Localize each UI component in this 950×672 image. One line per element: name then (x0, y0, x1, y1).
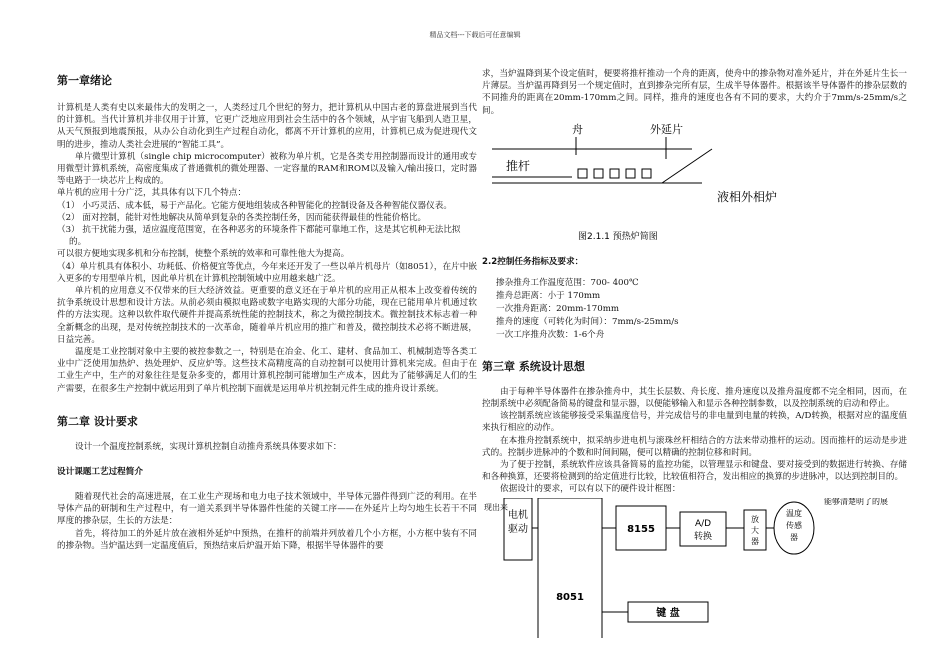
spec-item: 一次推舟距离：20mm-170mm (496, 303, 619, 314)
boat-label: 舟 (572, 122, 583, 136)
paragraph: 单片机的应用十分广泛，其具体有以下几个特点： (57, 188, 247, 199)
figure-caption: 图2.1.1 预热炉简图 (578, 231, 658, 242)
paragraph: 计算机是人类有史以来最伟大的发明之一，人类经过几个世纪的努力，把计算机从中国古老的算盘进展到当代的计算机。当代计算机并非仅用于计算，它更广泛地应用到社会生活中的各个领域，从宇宙飞船到人造卫星，从天气预报到地震预报，从办公自动化到生产过程自动化，都离不开计算机的应用，计算机已成为促进现代文明的进步，推动人类社会进展的“智能工具”。 (57, 103, 477, 150)
sensor-label-1: 温度 (786, 508, 802, 518)
chapter-2-title: 第二章 设计要求 (57, 414, 138, 428)
right-column (482, 60, 907, 638)
spec-item: 推舟的速度（可转化为时间）：7mm/s-25mm/s (496, 316, 679, 327)
amp-label-1: 放 (751, 514, 759, 524)
paragraph: 首先，将待加工的外延片放在液相外延炉中预热，在推杆的前端并列放着几个小方框，小方框中装有不同的掺杂物。当炉温达到一定温度值后，预热结束后炉温开始下降，根据半导体器件的要 (57, 528, 477, 551)
note-right: 能够清楚明了的展 (824, 497, 888, 506)
boat-box (610, 169, 619, 178)
mcu-label: 8051 (556, 591, 584, 603)
chapter-3-title: 第三章 系统设计思想 (482, 359, 585, 373)
paragraph: 温度是工业控制对象中主要的被控参数之一，特别是在冶金、化工、建材、食品加工、机械制造等各类工业中广泛使用加热炉、热处理炉、反应炉等。这些技术高精度高的自动控制可以使用计算机来完成。但由于在工业生产中，生产的对象往往是复杂多变的，都用计算机控制可能增加生产成本，因此为了能够满足人们的生产需要，在很多生产控制中就运用到了单片机控制下面就是运用单片机控制元件生成的推舟设计系统。 (57, 347, 477, 394)
sensor-label-2: 传感 (786, 520, 802, 530)
hardware-block-diagram (482, 498, 907, 638)
left-column (57, 60, 477, 552)
amp-label-3: 器 (751, 536, 759, 546)
spec-item: 推舟总距离：小于 170mm (496, 290, 601, 301)
paragraph: 单片微型计算机（single chip microcomputer）被称为单片机，它是各类专用控制器而设计的通用或专用微型计算机系统，高密度集成了普通微机的微处理器、一定容量的RAM和ROM以及输入/输出接口，定时器等电路于一块芯片上构成的。 (57, 151, 477, 187)
wafer-slope (662, 149, 712, 183)
paragraph: 随着现代社会的高速进展，在工业生产现场和电力电子技术领域中，半导体元器件得到广泛的利用。在半导体产品的研制和生产过程中，有一道关系到半导体器件性能的关键工序——在外延片上均匀地生长若干不同厚度的掺杂层，生长的方法是： (57, 492, 477, 527)
boat-box (642, 169, 651, 178)
spec-list (482, 277, 907, 342)
furnace-label: 液相外相炉 (717, 189, 778, 204)
boat-box (578, 169, 587, 178)
chip-8155-label: 8155 (627, 523, 655, 535)
amp-label-2: 大 (751, 525, 759, 535)
section-2-2-title: 2.2控制任务指标及要求： (482, 256, 584, 267)
list-item: （2） 面对控制，能针对性地解决从简单到复杂的各类控制任务，因而能获得最佳的性能价格比。 (57, 212, 427, 223)
paragraph: 单片机的应用意义不仅带来的巨大经济效益。更重要的意义还在于单片机的应用正从根本上改变着传统的抗争系统设计思想和设计方法。从前必须由模拟电路或数字电路实现的大部分功能，现在已能用单片机通过软件的方法实现。这种以软件取代硬件并提高系统性能的控制技术，称之为微控制技术。微控制技术标志着一种全新概念的出现，是对传统控制技术的一次革命，随着单片机应用的推广和普及，微控制技术必将不断进展，日益完善。 (57, 286, 477, 345)
chapter-1-title: 第一章绪论 (57, 74, 112, 87)
wafer-label: 外延片 (650, 122, 683, 136)
paragraph: 设计一个温度控制系统，实现计算机控制自动推舟系统具体要求如下： (75, 441, 342, 452)
preheat-furnace-figure (482, 121, 802, 249)
boat-box (594, 169, 603, 178)
paragraph: 在本推舟控制系统中，拟采纳步进电机与滚珠丝杆相结合的方法来带动推杆的运动。因而推杆的运动是步进式的。控制步进脉冲的个数和时间间隔，便可以精确的控制位移和时间。 (482, 435, 907, 458)
page-header: 精品文档---下载后可任意编辑 (429, 31, 521, 39)
sensor-label-3: 器 (790, 532, 798, 542)
spec-item: 掺杂推舟工作温度范围：700- 400℃ (496, 277, 639, 288)
note-left: 现出来 (484, 502, 508, 512)
paragraph: 该控制系统应该能够接受采集温度信号，并完成信号的非电量到电量的转换，A/D转换，根据对应的温度值来执行相应的动作。 (482, 411, 907, 434)
paragraph: 依据设计的要求，可以有以下的硬件设计框图： (500, 484, 681, 495)
spec-item: 一次工序推舟次数：1-6个舟 (496, 329, 605, 340)
list-item: （1） 小巧灵活、成本低，易于产品化。它能方便地组装成各种智能化的控制设备及各种智能仪器仪表。 (57, 200, 452, 211)
motor-driver-label-1: 电机 (508, 509, 528, 521)
adc-label-1: A/D (694, 518, 712, 529)
paragraph: 求，当炉温降到某个设定值时，便要将推杆推动一个舟的距离，使舟中的掺杂物对准外延片，并在外延片生长一片薄层。当炉温再降到另一个规定值时，直到掺杂完所有层，生成半导体器件。根据该半导体器件的掺杂层数的不同推舟的距离在20mm-170mm之间。同样，推舟的速度也各有不同的要求，大约介于7mm/s-25mm/s之间。 (482, 69, 907, 116)
push-rod-label: 推杆 (506, 158, 531, 173)
boat-box (626, 169, 635, 178)
paragraph: 可以很方便地实现多机和分布控制，使整个系统的效率和可靠性他大为提高。 (57, 249, 350, 260)
motor-driver-label-2: 驱动 (508, 523, 528, 535)
section-subtitle: 设计课题工艺过程简介 (57, 467, 143, 478)
keyboard-label: 键 盘 (656, 607, 680, 619)
adc-label-2: 转换 (693, 531, 713, 542)
mcu-8051-block (538, 498, 602, 638)
paragraph: 由于每种半导体器件在掺杂推舟中，其生长层数、舟长度、推舟速度以及推舟温度都不完全相同，因而，在控制系统中必须配备简易的键盘和显示器，以便能够输入和显示各种控制参数，以及控制系统的启动和停止。 (482, 386, 907, 410)
list-item: （3） 抗干扰能力强，适应温度范围宽，在各种恶劣的环境条件下都能可靠地工作，这是其它机种无法比拟的。 (57, 225, 461, 248)
list-item: （4）单片机具有体积小、功耗低、价格便宜等优点，今年来还开发了一些以单片机母片（如8051），在片中嵌入更多的专用型单片机，因此单片机在计算机控制领域中应用越来越广泛。 (57, 261, 477, 284)
paragraph: 为了便于控制，系统软件应该具备简易的监控功能，以管理显示和键盘、要对接受到的数据进行转换、存储和各种换算，还要将检测到的给定值进行比较，比较值相符合，发出相应的换算的步进脉冲，以达到控制目的。 (482, 460, 907, 483)
